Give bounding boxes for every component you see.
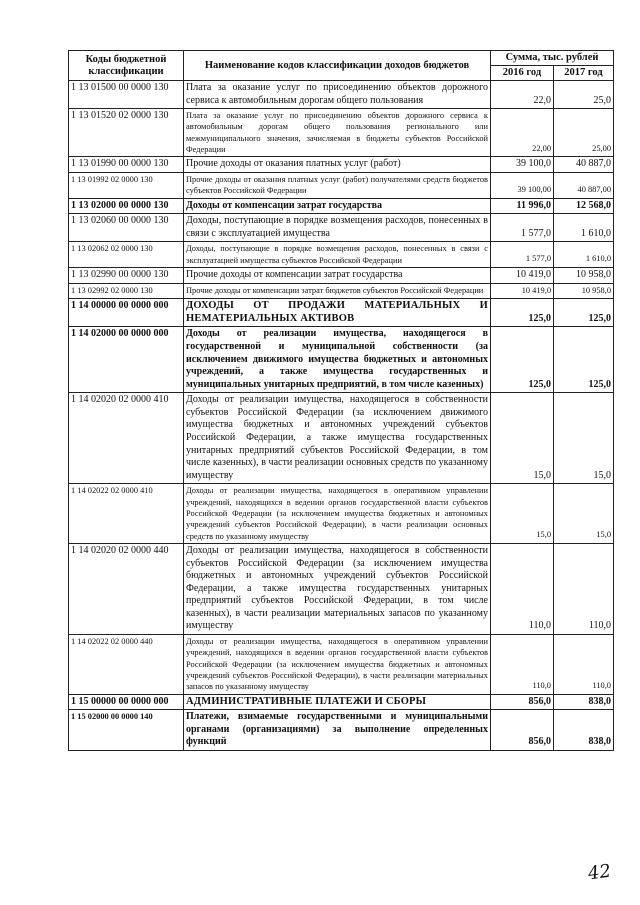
row-value-2016: 856,0 [491, 710, 554, 751]
row-code: 1 13 01992 02 0000 130 [69, 172, 184, 198]
row-value-2016: 15,0 [491, 393, 554, 484]
row-value-2016: 11 996,0 [491, 198, 554, 214]
row-value-2016: 10 419,0 [491, 267, 554, 283]
row-code: 1 15 00000 00 0000 000 [69, 694, 184, 710]
table-row [69, 484, 614, 543]
row-value-2017: 40 887,0 [554, 157, 614, 173]
row-value-2017: 10 958,0 [554, 283, 614, 299]
row-code: 1 13 02062 02 0000 130 [69, 242, 184, 268]
row-value-2016: 125,0 [491, 327, 554, 393]
row-value-2017: 1 610,0 [554, 242, 614, 268]
table-row [69, 299, 614, 327]
header-name: Наименование кодов классификации доходов бюджетов [184, 51, 491, 81]
row-code: 1 14 02022 02 0000 440 [69, 635, 184, 694]
header-2017: 2017 год [554, 66, 614, 81]
row-code: 1 13 01990 00 0000 130 [69, 157, 184, 173]
row-name: АДМИНИСТРАТИВНЫЕ ПЛАТЕЖИ И СБОРЫ [184, 694, 491, 710]
row-code: 1 14 02020 02 0000 410 [69, 393, 184, 484]
row-value-2016: 22,00 [491, 109, 554, 157]
row-value-2016: 39 100,0 [491, 157, 554, 173]
table-row [69, 694, 614, 710]
row-value-2017: 25,0 [554, 81, 614, 109]
page-number: 42 [586, 860, 613, 885]
row-name: Прочие доходы от компенсации затрат государства [184, 267, 491, 283]
table-row [69, 109, 614, 157]
table-row [69, 198, 614, 214]
row-value-2017: 110,0 [554, 635, 614, 694]
budget-revenue-table [68, 50, 614, 751]
row-value-2016: 110,0 [491, 543, 554, 634]
header-2016: 2016 год [491, 66, 554, 81]
row-name: Доходы от реализации имущества, находящегося в собственности субъектов Российской Федерации (за исключением движимого имущества бюджетных и автономных учреждений субъектов Российской Федерации, а также имущества государственных унитарных предприятий субъектов Российской Федерации, в том числе казенных), в части реализации основных средств по указанному имуществу [184, 393, 491, 484]
row-name: ДОХОДЫ ОТ ПРОДАЖИ МАТЕРИАЛЬНЫХ И НЕМАТЕРИАЛЬНЫХ АКТИВОВ [184, 299, 491, 327]
row-name: Прочие доходы от оказания платных услуг (работ) [184, 157, 491, 173]
row-value-2017: 125,0 [554, 299, 614, 327]
row-value-2016: 110,0 [491, 635, 554, 694]
row-value-2017: 15,0 [554, 484, 614, 543]
row-name: Доходы, поступающие в порядке возмещения расходов, понесенных в связи с эксплуатацией имущества [184, 214, 491, 242]
row-value-2017: 110,0 [554, 543, 614, 634]
header-codes: Коды бюджетной классификации [69, 51, 184, 81]
row-name: Доходы от компенсации затрат государства [184, 198, 491, 214]
row-value-2016: 15,0 [491, 484, 554, 543]
row-value-2017: 1 610,0 [554, 214, 614, 242]
table-row [69, 242, 614, 268]
row-value-2017: 125,0 [554, 327, 614, 393]
row-code: 1 14 02022 02 0000 410 [69, 484, 184, 543]
row-code: 1 15 02000 00 0000 140 [69, 710, 184, 751]
row-name: Прочие доходы от компенсации затрат бюджетов субъектов Российской Федерации [184, 283, 491, 299]
table-row [69, 393, 614, 484]
row-code: 1 13 02060 00 0000 130 [69, 214, 184, 242]
row-name: Прочие доходы от оказания платных услуг (работ) получателями средств бюджетов субъектов Российской Федерации [184, 172, 491, 198]
row-value-2017: 10 958,0 [554, 267, 614, 283]
row-code: 1 13 02992 02 0000 130 [69, 283, 184, 299]
row-name: Доходы от реализации имущества, находящегося в государственной и муниципальной собственности (за исключением движимого имущества бюджетных и автономных учреждений, а также имущества государственных и муниципальных унитарных предприятий, в том числе казенных) [184, 327, 491, 393]
table-row [69, 283, 614, 299]
table-row [69, 710, 614, 751]
row-value-2016: 1 577,0 [491, 242, 554, 268]
table-row [69, 543, 614, 634]
row-name: Доходы, поступающие в порядке возмещения расходов, понесенных в связи с эксплуатацией имущества субъектов Российской Федерации [184, 242, 491, 268]
row-value-2017: 838,0 [554, 710, 614, 751]
row-code: 1 14 00000 00 0000 000 [69, 299, 184, 327]
row-value-2017: 15,0 [554, 393, 614, 484]
row-code: 1 13 02000 00 0000 130 [69, 198, 184, 214]
row-name: Плата за оказание услуг по присоединению объектов дорожного сервиса к автомобильным дорогам общего пользования регионального или межмуниципального значения, зачисляемая в бюджеты субъектов Российской Федерации [184, 109, 491, 157]
row-value-2017: 25,00 [554, 109, 614, 157]
table-row [69, 81, 614, 109]
row-code: 1 13 01520 02 0000 130 [69, 109, 184, 157]
row-value-2016: 10 419,0 [491, 283, 554, 299]
table-row [69, 327, 614, 393]
row-value-2016: 1 577,0 [491, 214, 554, 242]
table-row [69, 157, 614, 173]
row-code: 1 13 01500 00 0000 130 [69, 81, 184, 109]
row-name: Доходы от реализации имущества, находящегося в оперативном управлении учреждений, находящихся в ведении органов государственной власти субъектов Российской Федерации (за исключением имущества бюджетных и автономных учреждений субъектов Российской Федерации), в части реализации материальных запасов по указанному имуществу [184, 635, 491, 694]
row-code: 1 14 02020 02 0000 440 [69, 543, 184, 634]
row-value-2017: 40 887,00 [554, 172, 614, 198]
table-row [69, 267, 614, 283]
row-value-2016: 856,0 [491, 694, 554, 710]
table-row [69, 214, 614, 242]
row-value-2016: 22,0 [491, 81, 554, 109]
table-row [69, 172, 614, 198]
row-name: Платежи, взимаемые государственными и муниципальными органами (организациями) за выполнение определенных функций [184, 710, 491, 751]
row-name: Доходы от реализации имущества, находящегося в собственности субъектов Российской Федерации (за исключением имущества бюджетных и автономных учреждений субъектов Российской Федерации, а также имущества государственных унитарных предприятий субъектов Российской Федерации, в том числе казенных), в части реализации материальных запасов по указанному имуществу [184, 543, 491, 634]
row-name: Доходы от реализации имущества, находящегося в оперативном управлении учреждений, находящихся в ведении органов государственной власти субъектов Российской Федерации (за исключением имущества бюджетных и автономных учреждений субъектов Российской Федерации), в части реализации основных средств по указанному имуществу [184, 484, 491, 543]
header-sum: Сумма, тыс. рублей [491, 51, 614, 66]
row-name: Плата за оказание услуг по присоединению объектов дорожного сервиса к автомобильным дорогам общего пользования [184, 81, 491, 109]
row-value-2017: 12 568,0 [554, 198, 614, 214]
row-value-2016: 125,0 [491, 299, 554, 327]
table-row [69, 635, 614, 694]
row-value-2017: 838,0 [554, 694, 614, 710]
row-value-2016: 39 100,00 [491, 172, 554, 198]
row-code: 1 13 02990 00 0000 130 [69, 267, 184, 283]
row-code: 1 14 02000 00 0000 000 [69, 327, 184, 393]
